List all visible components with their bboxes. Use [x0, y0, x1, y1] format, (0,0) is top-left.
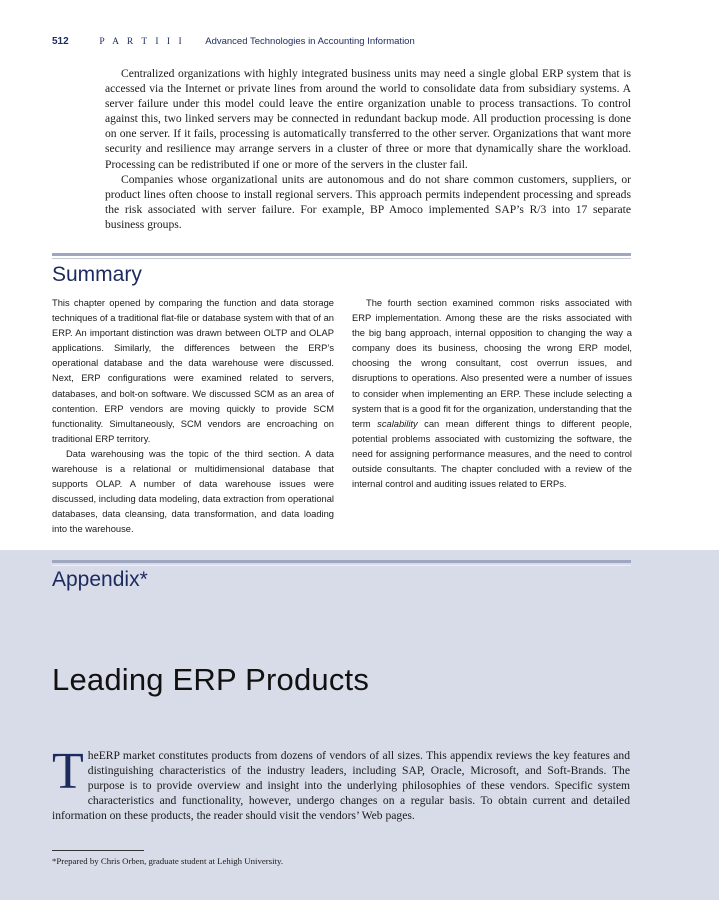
running-header	[52, 36, 679, 50]
body-paragraph: Companies whose organizational units are autonomous and do not share common customers, suppliers, or product lines often choose to install regional servers. This approach permits independent processing and spreads the risk associated with server failure. For example, BP Amoco implemented SAP’s R/3 into 17 separate business groups.	[105, 172, 631, 231]
summary-text: The fourth section examined common risks associated with ERP implementation. Among these are the risks associated with the big bang approach, internal opposition to changing the way a company does its business, choosing the wrong ERP model, choosing the wrong consultant, cost overrun issues, and disruptions to operations. Also presented were a number of issues to consider when implementing an ERP. These include selecting a system that is a good fit for the organization, understanding that the term	[352, 298, 632, 429]
appendix-heading: Appendix*	[52, 568, 148, 591]
section-rule	[52, 253, 631, 256]
summary-paragraph	[352, 296, 632, 492]
running-title: Advanced Technologies in Accounting Information	[205, 36, 415, 47]
drop-cap: T	[52, 743, 84, 800]
appendix-rule	[52, 560, 631, 563]
appendix-band	[0, 550, 719, 900]
summary-text: can mean different things to different people, potential problems associated with customizing the software, the need for assigning performance measures, and the need to control outside consultants. The chapter concluded with a review of the internal control and auditing issues related to ERPs.	[352, 418, 632, 490]
appendix-intro	[52, 743, 630, 823]
summary-paragraph: Data warehousing was the topic of the third section. A data warehouse is a relational or multidimensional database that supports OLAP. A number of data warehouse issues were discussed, including data modeling, data extraction from operational databases, data cleansing, data transformation, and data loading into the warehouse.	[52, 448, 334, 535]
summary-heading: Summary	[52, 263, 142, 286]
summary-paragraph: This chapter opened by comparing the function and data storage techniques of a traditional flat-file or database system with that of an ERP. An important distinction was drawn between OLTP and OLAP applications. Similarly, the differences between the ERP’s operational database and the data warehouse were discussed. Next, ERP configurations were examined related to servers, databases, and bolt-on software. We discussed SCM as an area of contention. ERP vendors are moving quickly to provide SCM functionality. Simultaneously, SCM vendors are encroaching on traditional ERP territory.	[52, 298, 334, 444]
intro-text: heERP market constitutes products from dozens of vendors of all sizes. This appendix reviews the key features and distinguishing characteristics of the industry leaders, including SAP, Oracle, Microsoft, and Soft-Brands. The purpose is to provide overview and insight into the underlying philosophies of these vendors. Specific system characteristics and functionality, however, undergo changes on a regular basis. To obtain current and detailed information on these products, the reader should visit the vendors’ Web pages.	[52, 749, 630, 823]
chapter-title: Leading ERP Products	[52, 662, 370, 697]
section-rule-thin	[52, 258, 631, 259]
footnote-rule	[52, 850, 144, 851]
summary-column-left	[52, 296, 334, 538]
footnote: *Prepared by Chris Orben, graduate student at Lehigh University.	[52, 856, 284, 866]
part-label: P A R T I I I	[99, 37, 185, 47]
appendix-rule-thin	[52, 565, 631, 566]
summary-column-right	[352, 296, 632, 492]
body-text	[105, 66, 631, 232]
page-number: 512	[52, 36, 69, 47]
body-paragraph: Centralized organizations with highly integrated business units may need a single global ERP system that is accessed via the Internet or private lines from around the world to consolidate data from subsidiary systems. A server failure under this model could leave the entire organization unable to process transactions. To control against this, two linked servers may be connected in redundant backup mode. All production processing is done on one server. If it fails, processing is automatically transferred to the other server. Organizations that want more security and resilience may arrange servers in a cluster of three or more that dynamically share the workload. Processing can be redistributed if one or more of the servers in the cluster fail.	[105, 67, 631, 171]
emphasis-term: scalability	[377, 418, 418, 429]
